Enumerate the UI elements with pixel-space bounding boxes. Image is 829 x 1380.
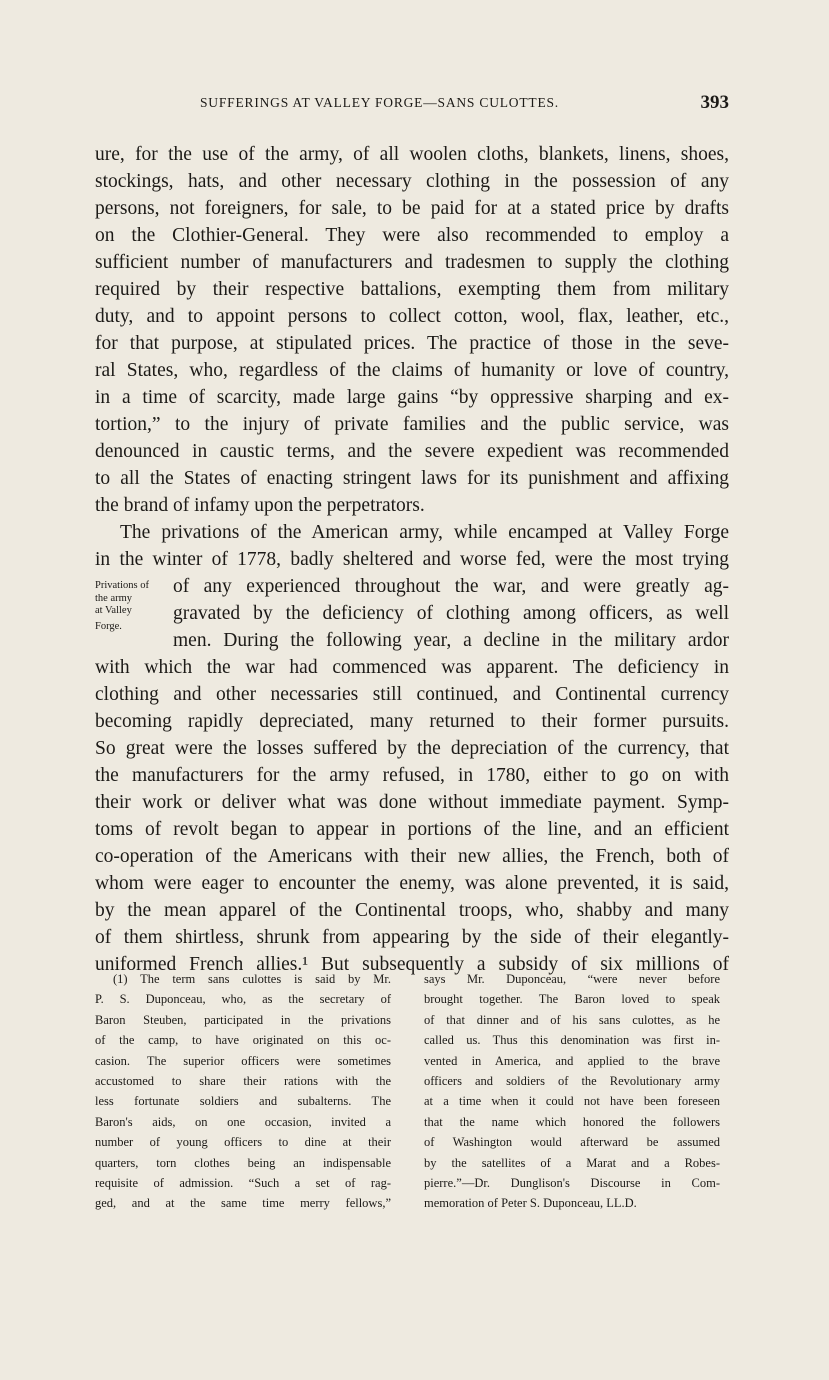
footnote-line: memoration of Peter S. Duponceau, LL.D. — [424, 1196, 637, 1211]
body-line: The privations of the American army, while encamped at Valley Forge — [120, 522, 729, 543]
body-line: ral States, who, regardless of the claims of humanity or love of country, — [95, 360, 729, 381]
body-line: toms of revolt began to appear in portions of the line, and an efficient — [95, 819, 729, 840]
body-line: men. During the following year, a decline in the military ardor — [173, 630, 729, 651]
marginal-note-line: at Valley — [95, 605, 132, 616]
footnote-line: less fortunate soldiers and subalterns. The — [95, 1094, 391, 1109]
body-line: gravated by the deficiency of clothing among officers, as well — [173, 603, 729, 624]
running-title: SUFFERINGS AT VALLEY FORGE—SANS CULOTTES. — [200, 95, 559, 110]
footnote-column-left — [95, 969, 391, 1214]
footnote-line: number of young officers to dine at their — [95, 1135, 391, 1150]
footnote-line: casion. The superior officers were sometimes — [95, 1053, 391, 1068]
running-head — [95, 93, 729, 117]
footnote-line: at a time when it could not have been foreseen — [424, 1094, 720, 1109]
body-line: denounced in caustic terms, and the severe expedient was recommended — [95, 441, 729, 462]
body-line: on the Clothier-General. They were also recommended to employ a — [95, 225, 729, 246]
footnote-line: Baron's aids, on one occasion, invited a — [95, 1114, 391, 1129]
body-line: persons, not foreigners, for sale, to be paid for at a stated price by drafts — [95, 198, 729, 219]
body-line: sufficient number of manufacturers and tradesmen to supply the clothing — [95, 252, 729, 273]
footnote-line: requisite of admission. “Such a set of rag- — [95, 1175, 391, 1190]
footnote-line: of that dinner and of his sans culottes, as he — [424, 1012, 720, 1027]
body-line: So great were the losses suffered by the depreciation of the currency, that — [95, 738, 729, 759]
footnote-line: called us. Thus this denomination was first in- — [424, 1033, 720, 1048]
footnote-line: of the camp, to have originated on this oc- — [95, 1033, 391, 1048]
body-line: duty, and to appoint persons to collect cotton, wool, flax, leather, etc., — [95, 306, 729, 327]
body-line: stockings, hats, and other necessary clothing in the possession of any — [95, 171, 729, 192]
footnote-line: vented in America, and applied to the brave — [424, 1053, 720, 1068]
footnote-line: that the name which honored the followers — [424, 1114, 720, 1129]
footnote-line: officers and soldiers of the Revolutionary army — [424, 1073, 720, 1088]
footnote-line: accustomed to share their rations with the — [95, 1073, 391, 1088]
body-line: of any experienced throughout the war, and were greatly ag- — [173, 576, 729, 597]
body-line: uniformed French allies.¹ But subsequently a subsidy of six millions of — [95, 954, 729, 975]
body-line: for that purpose, at stipulated prices. The practice of those in the seve- — [95, 333, 729, 354]
body-line: whom were eager to encounter the enemy, was alone prevented, it is said, — [95, 873, 729, 894]
footnote-line: ged, and at the same time merry fellows,” — [95, 1196, 391, 1211]
body-line: tortion,” to the injury of private families and the public service, was — [95, 414, 729, 435]
footnote-line: P. S. Duponceau, who, as the secretary of — [95, 992, 391, 1007]
marginal-note-line: the army — [95, 593, 133, 604]
marginal-note-line: Privations of — [95, 580, 149, 591]
body-line: clothing and other necessaries still continued, and Continental currency — [95, 684, 729, 705]
footnote-line: by the satellites of a Marat and a Robes- — [424, 1155, 720, 1170]
body-line: to all the States of enacting stringent laws for its punishment and affixing — [95, 468, 729, 489]
body-line: with which the war had commenced was apparent. The deficiency in — [95, 657, 729, 678]
page-number: 393 — [700, 92, 729, 113]
body-line: ure, for the use of the army, of all woolen cloths, blankets, linens, shoes, — [95, 144, 729, 165]
body-line: required by their respective battalions, exempting them from military — [95, 279, 729, 300]
footnote-line: says Mr. Duponceau, “were never before — [424, 972, 720, 986]
body-line: of them shirtless, shrunk from appearing by the side of their elegantly- — [95, 927, 729, 948]
body-line: becoming rapidly depreciated, many returned to their former pursuits. — [95, 711, 729, 732]
body-line: the manufacturers for the army refused, in 1780, either to go on with — [95, 765, 729, 786]
footnote-line: (1) The term sans culottes is said by Mr. — [113, 972, 391, 986]
footnote-line: pierre.”—Dr. Dunglison's Discourse in Com- — [424, 1175, 720, 1190]
footnote-line: brought together. The Baron loved to speak — [424, 992, 720, 1007]
body-line: their work or deliver what was done without immediate payment. Symp- — [95, 792, 729, 813]
footnote-line: quarters, torn clothes being an indispensable — [95, 1155, 391, 1170]
body-line: the brand of infamy upon the perpetrators. — [95, 495, 425, 516]
footnote-line: of Washington would afterward be assumed — [424, 1135, 720, 1150]
footnote-line: Baron Steuben, participated in the privations — [95, 1012, 391, 1027]
body-line: in the winter of 1778, badly sheltered and worse fed, were the most trying — [95, 549, 729, 570]
body-line: co-operation of the Americans with their new allies, the French, both of — [95, 846, 729, 867]
body-line: by the mean apparel of the Continental troops, who, shabby and many — [95, 900, 729, 921]
body-line: in a time of scarcity, made large gains “by oppressive sharping and ex- — [95, 387, 729, 408]
footnote-column-right — [424, 969, 720, 1214]
marginal-note-line: Forge. — [95, 621, 122, 632]
